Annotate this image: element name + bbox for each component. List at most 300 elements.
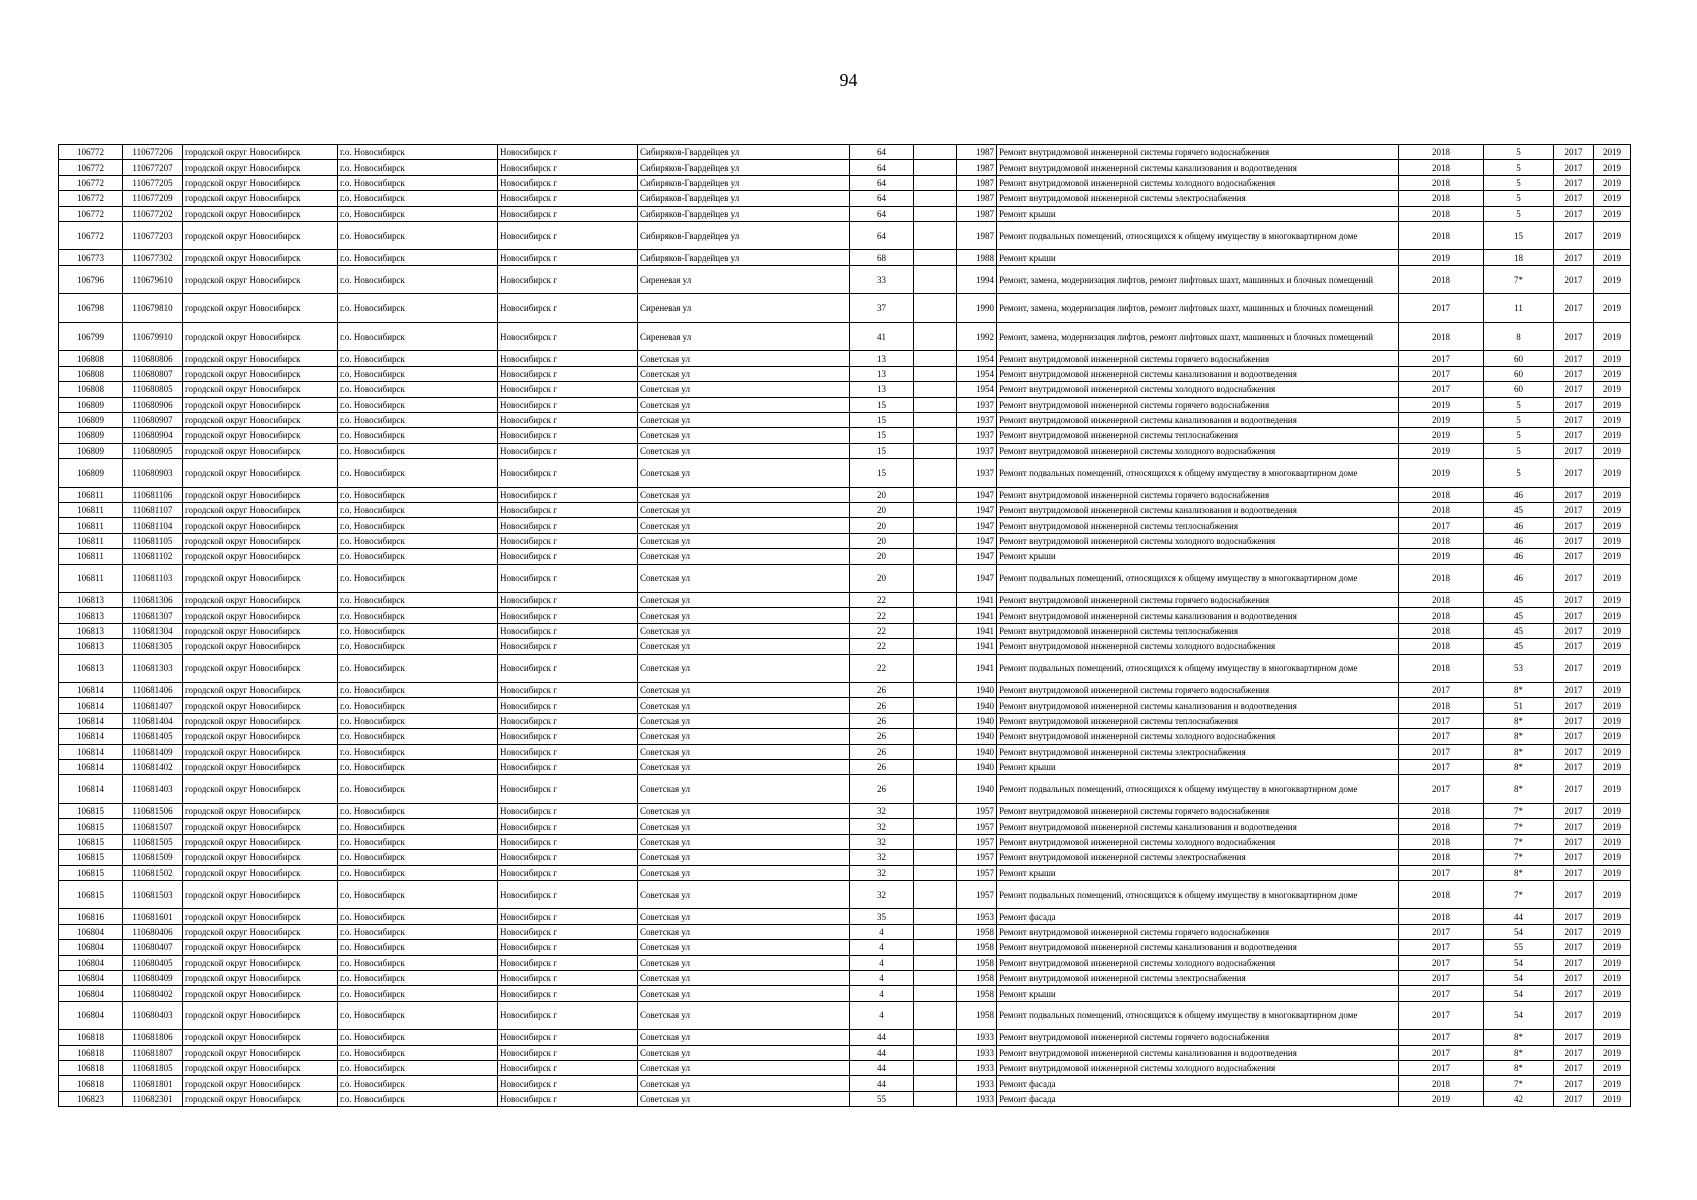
- city-cell: Новосибирск г: [498, 654, 638, 683]
- built-year-cell: 1937: [957, 443, 997, 458]
- amount-cell: 7*: [1484, 1076, 1554, 1091]
- city-cell: Новосибирск г: [498, 206, 638, 221]
- period-end-cell: 2019: [1594, 160, 1631, 175]
- table-row: [59, 986, 1631, 1001]
- building-cell: [914, 865, 957, 880]
- city-cell: Новосибирск г: [498, 382, 638, 397]
- period-start-cell: 2017: [1554, 428, 1594, 443]
- street-cell: Советская ул: [638, 608, 850, 623]
- district-cell: г.о. Новосибирск: [338, 955, 498, 970]
- planned-year-cell: 2017: [1399, 366, 1484, 381]
- work-type-cell: Ремонт внутридомовой инженерной системы холодного водоснабжения: [997, 443, 1399, 458]
- amount-cell: 7*: [1484, 850, 1554, 865]
- built-year-cell: 1987: [957, 175, 997, 190]
- house-number-cell: 44: [850, 1076, 914, 1091]
- period-end-cell: 2019: [1594, 549, 1631, 564]
- district-cell: г.о. Новосибирск: [338, 834, 498, 849]
- table-row: [59, 294, 1631, 323]
- house-number-cell: 26: [850, 775, 914, 804]
- district-cell: г.о. Новосибирск: [338, 1061, 498, 1076]
- period-end-cell: 2019: [1594, 654, 1631, 683]
- amount-cell: 5: [1484, 397, 1554, 412]
- work-type-cell: Ремонт фасада: [997, 1091, 1399, 1106]
- house-id-cell: 106814: [59, 713, 123, 728]
- building-cell: [914, 1030, 957, 1045]
- street-cell: Советская ул: [638, 803, 850, 818]
- house-number-cell: 13: [850, 366, 914, 381]
- house-number-cell: 44: [850, 1045, 914, 1060]
- building-cell: [914, 654, 957, 683]
- built-year-cell: 1987: [957, 160, 997, 175]
- district-cell: г.о. Новосибирск: [338, 593, 498, 608]
- built-year-cell: 1933: [957, 1076, 997, 1091]
- district-cell: г.о. Новосибирск: [338, 564, 498, 593]
- record-id-cell: 110680403: [123, 1001, 183, 1030]
- district-cell: г.о. Новосибирск: [338, 924, 498, 939]
- built-year-cell: 1957: [957, 865, 997, 880]
- record-id-cell: 110679610: [123, 265, 183, 294]
- house-number-cell: 13: [850, 351, 914, 366]
- street-cell: Сибиряков-Гвардейцев ул: [638, 175, 850, 190]
- registry-body: [59, 145, 1631, 1107]
- work-type-cell: Ремонт подвальных помещений, относящихся к общему имуществу в многоквартирном доме: [997, 221, 1399, 250]
- built-year-cell: 1947: [957, 549, 997, 564]
- municipality-cell: городской округ Новосибирск: [183, 366, 338, 381]
- city-cell: Новосибирск г: [498, 1030, 638, 1045]
- municipality-cell: городской округ Новосибирск: [183, 502, 338, 517]
- street-cell: Советская ул: [638, 834, 850, 849]
- city-cell: Новосибирск г: [498, 713, 638, 728]
- table-row: [59, 221, 1631, 250]
- table-row: [59, 322, 1631, 351]
- building-cell: [914, 775, 957, 804]
- period-end-cell: 2019: [1594, 834, 1631, 849]
- period-end-cell: 2019: [1594, 909, 1631, 924]
- table-row: [59, 713, 1631, 728]
- planned-year-cell: 2017: [1399, 518, 1484, 533]
- municipality-cell: городской округ Новосибирск: [183, 145, 338, 160]
- planned-year-cell: 2017: [1399, 865, 1484, 880]
- street-cell: Советская ул: [638, 698, 850, 713]
- work-type-cell: Ремонт подвальных помещений, относящихся к общему имуществу в многоквартирном доме: [997, 564, 1399, 593]
- built-year-cell: 1957: [957, 880, 997, 909]
- record-id-cell: 110677205: [123, 175, 183, 190]
- city-cell: Новосибирск г: [498, 775, 638, 804]
- house-number-cell: 37: [850, 294, 914, 323]
- building-cell: [914, 397, 957, 412]
- building-cell: [914, 924, 957, 939]
- house-number-cell: 44: [850, 1030, 914, 1045]
- period-start-cell: 2017: [1554, 698, 1594, 713]
- house-number-cell: 32: [850, 850, 914, 865]
- house-number-cell: 33: [850, 265, 914, 294]
- record-id-cell: 110680806: [123, 351, 183, 366]
- planned-year-cell: 2017: [1399, 382, 1484, 397]
- record-id-cell: 110677207: [123, 160, 183, 175]
- district-cell: г.о. Новосибирск: [338, 729, 498, 744]
- city-cell: Новосибирск г: [498, 623, 638, 638]
- work-type-cell: Ремонт крыши: [997, 760, 1399, 775]
- amount-cell: 5: [1484, 191, 1554, 206]
- city-cell: Новосибирск г: [498, 459, 638, 488]
- built-year-cell: 1958: [957, 986, 997, 1001]
- street-cell: Сибиряков-Гвардейцев ул: [638, 206, 850, 221]
- record-id-cell: 110680906: [123, 397, 183, 412]
- planned-year-cell: 2017: [1399, 1030, 1484, 1045]
- district-cell: г.о. Новосибирск: [338, 191, 498, 206]
- municipality-cell: городской округ Новосибирск: [183, 322, 338, 351]
- period-end-cell: 2019: [1594, 294, 1631, 323]
- building-cell: [914, 698, 957, 713]
- built-year-cell: 1953: [957, 909, 997, 924]
- house-number-cell: 20: [850, 518, 914, 533]
- district-cell: г.о. Новосибирск: [338, 533, 498, 548]
- amount-cell: 45: [1484, 593, 1554, 608]
- street-cell: Советская ул: [638, 713, 850, 728]
- record-id-cell: 110681106: [123, 487, 183, 502]
- period-start-cell: 2017: [1554, 250, 1594, 265]
- building-cell: [914, 683, 957, 698]
- work-type-cell: Ремонт подвальных помещений, относящихся к общему имуществу в многоквартирном доме: [997, 654, 1399, 683]
- work-type-cell: Ремонт внутридомовой инженерной системы горячего водоснабжения: [997, 145, 1399, 160]
- amount-cell: 60: [1484, 351, 1554, 366]
- built-year-cell: 1937: [957, 397, 997, 412]
- record-id-cell: 110680903: [123, 459, 183, 488]
- work-type-cell: Ремонт внутридомовой инженерной системы электроснабжения: [997, 191, 1399, 206]
- planned-year-cell: 2018: [1399, 803, 1484, 818]
- period-start-cell: 2017: [1554, 970, 1594, 985]
- building-cell: [914, 940, 957, 955]
- period-end-cell: 2019: [1594, 819, 1631, 834]
- city-cell: Новосибирск г: [498, 533, 638, 548]
- planned-year-cell: 2017: [1399, 970, 1484, 985]
- period-start-cell: 2017: [1554, 819, 1594, 834]
- record-id-cell: 110680905: [123, 443, 183, 458]
- table-row: [59, 623, 1631, 638]
- period-start-cell: 2017: [1554, 880, 1594, 909]
- street-cell: Советская ул: [638, 909, 850, 924]
- municipality-cell: городской округ Новосибирск: [183, 564, 338, 593]
- municipality-cell: городской округ Новосибирск: [183, 760, 338, 775]
- municipality-cell: городской округ Новосибирск: [183, 729, 338, 744]
- work-type-cell: Ремонт внутридомовой инженерной системы горячего водоснабжения: [997, 1030, 1399, 1045]
- city-cell: Новосибирск г: [498, 683, 638, 698]
- period-start-cell: 2017: [1554, 518, 1594, 533]
- municipality-cell: городской округ Новосибирск: [183, 1091, 338, 1106]
- city-cell: Новосибирск г: [498, 518, 638, 533]
- house-number-cell: 4: [850, 924, 914, 939]
- amount-cell: 7*: [1484, 819, 1554, 834]
- street-cell: Советская ул: [638, 366, 850, 381]
- street-cell: Советская ул: [638, 639, 850, 654]
- table-row: [59, 698, 1631, 713]
- period-end-cell: 2019: [1594, 623, 1631, 638]
- record-id-cell: 110681805: [123, 1061, 183, 1076]
- table-row: [59, 502, 1631, 517]
- house-id-cell: 106814: [59, 729, 123, 744]
- house-number-cell: 15: [850, 397, 914, 412]
- house-id-cell: 106818: [59, 1045, 123, 1060]
- amount-cell: 51: [1484, 698, 1554, 713]
- period-start-cell: 2017: [1554, 1076, 1594, 1091]
- built-year-cell: 1940: [957, 729, 997, 744]
- record-id-cell: 110680407: [123, 940, 183, 955]
- building-cell: [914, 250, 957, 265]
- period-start-cell: 2017: [1554, 412, 1594, 427]
- period-end-cell: 2019: [1594, 955, 1631, 970]
- building-cell: [914, 850, 957, 865]
- house-id-cell: 106813: [59, 608, 123, 623]
- building-cell: [914, 459, 957, 488]
- work-type-cell: Ремонт внутридомовой инженерной системы теплоснабжения: [997, 428, 1399, 443]
- city-cell: Новосибирск г: [498, 1001, 638, 1030]
- city-cell: Новосибирск г: [498, 428, 638, 443]
- record-id-cell: 110679810: [123, 294, 183, 323]
- record-id-cell: 110681409: [123, 744, 183, 759]
- table-row: [59, 834, 1631, 849]
- table-row: [59, 428, 1631, 443]
- table-row: [59, 639, 1631, 654]
- table-row: [59, 1061, 1631, 1076]
- table-row: [59, 443, 1631, 458]
- work-type-cell: Ремонт внутридомовой инженерной системы теплоснабжения: [997, 623, 1399, 638]
- table-row: [59, 366, 1631, 381]
- work-type-cell: Ремонт подвальных помещений, относящихся к общему имуществу в многоквартирном доме: [997, 459, 1399, 488]
- street-cell: Сиреневая ул: [638, 265, 850, 294]
- table-row: [59, 803, 1631, 818]
- street-cell: Советская ул: [638, 564, 850, 593]
- table-row: [59, 970, 1631, 985]
- work-type-cell: Ремонт внутридомовой инженерной системы канализования и водоотведения: [997, 819, 1399, 834]
- city-cell: Новосибирск г: [498, 1091, 638, 1106]
- city-cell: Новосибирск г: [498, 145, 638, 160]
- municipality-cell: городской округ Новосибирск: [183, 175, 338, 190]
- period-end-cell: 2019: [1594, 865, 1631, 880]
- period-end-cell: 2019: [1594, 564, 1631, 593]
- municipality-cell: городской округ Новосибирск: [183, 160, 338, 175]
- table-row: [59, 206, 1631, 221]
- work-type-cell: Ремонт внутридомовой инженерной системы канализования и водоотведения: [997, 608, 1399, 623]
- house-id-cell: 106772: [59, 160, 123, 175]
- planned-year-cell: 2017: [1399, 775, 1484, 804]
- table-row: [59, 160, 1631, 175]
- city-cell: Новосибирск г: [498, 865, 638, 880]
- municipality-cell: городской округ Новосибирск: [183, 654, 338, 683]
- municipality-cell: городской округ Новосибирск: [183, 713, 338, 728]
- street-cell: Советская ул: [638, 1045, 850, 1060]
- amount-cell: 46: [1484, 533, 1554, 548]
- house-id-cell: 106772: [59, 145, 123, 160]
- house-id-cell: 106804: [59, 986, 123, 1001]
- period-end-cell: 2019: [1594, 533, 1631, 548]
- district-cell: г.о. Новосибирск: [338, 683, 498, 698]
- planned-year-cell: 2018: [1399, 834, 1484, 849]
- planned-year-cell: 2018: [1399, 502, 1484, 517]
- table-row: [59, 533, 1631, 548]
- planned-year-cell: 2018: [1399, 850, 1484, 865]
- amount-cell: 46: [1484, 564, 1554, 593]
- street-cell: Советская ул: [638, 744, 850, 759]
- built-year-cell: 1957: [957, 834, 997, 849]
- built-year-cell: 1954: [957, 366, 997, 381]
- house-id-cell: 106814: [59, 775, 123, 804]
- amount-cell: 7*: [1484, 834, 1554, 849]
- planned-year-cell: 2018: [1399, 608, 1484, 623]
- period-start-cell: 2017: [1554, 549, 1594, 564]
- table-row: [59, 608, 1631, 623]
- work-type-cell: Ремонт внутридомовой инженерной системы холодного водоснабжения: [997, 1061, 1399, 1076]
- district-cell: г.о. Новосибирск: [338, 639, 498, 654]
- period-start-cell: 2017: [1554, 683, 1594, 698]
- table-row: [59, 955, 1631, 970]
- built-year-cell: 1933: [957, 1045, 997, 1060]
- period-start-cell: 2017: [1554, 160, 1594, 175]
- building-cell: [914, 428, 957, 443]
- building-cell: [914, 970, 957, 985]
- house-id-cell: 106814: [59, 698, 123, 713]
- built-year-cell: 1958: [957, 924, 997, 939]
- city-cell: Новосибирск г: [498, 909, 638, 924]
- house-number-cell: 32: [850, 819, 914, 834]
- planned-year-cell: 2018: [1399, 1076, 1484, 1091]
- building-cell: [914, 294, 957, 323]
- period-end-cell: 2019: [1594, 760, 1631, 775]
- amount-cell: 8*: [1484, 1045, 1554, 1060]
- district-cell: г.о. Новосибирск: [338, 713, 498, 728]
- record-id-cell: 110680907: [123, 412, 183, 427]
- work-type-cell: Ремонт крыши: [997, 250, 1399, 265]
- building-cell: [914, 145, 957, 160]
- period-start-cell: 2017: [1554, 1091, 1594, 1106]
- period-start-cell: 2017: [1554, 654, 1594, 683]
- table-row: [59, 1076, 1631, 1091]
- period-start-cell: 2017: [1554, 834, 1594, 849]
- building-cell: [914, 713, 957, 728]
- planned-year-cell: 2017: [1399, 713, 1484, 728]
- house-number-cell: 26: [850, 713, 914, 728]
- district-cell: г.о. Новосибирск: [338, 775, 498, 804]
- table-row: [59, 760, 1631, 775]
- period-start-cell: 2017: [1554, 1061, 1594, 1076]
- building-cell: [914, 191, 957, 206]
- building-cell: [914, 1091, 957, 1106]
- work-type-cell: Ремонт внутридомовой инженерной системы горячего водоснабжения: [997, 397, 1399, 412]
- house-id-cell: 106811: [59, 487, 123, 502]
- house-number-cell: 20: [850, 549, 914, 564]
- period-start-cell: 2017: [1554, 1045, 1594, 1060]
- district-cell: г.о. Новосибирск: [338, 608, 498, 623]
- city-cell: Новосибирск г: [498, 940, 638, 955]
- built-year-cell: 1987: [957, 191, 997, 206]
- planned-year-cell: 2018: [1399, 322, 1484, 351]
- repair-registry-table: [58, 144, 1631, 1107]
- street-cell: Советская ул: [638, 775, 850, 804]
- municipality-cell: городской округ Новосибирск: [183, 850, 338, 865]
- period-end-cell: 2019: [1594, 1045, 1631, 1060]
- building-cell: [914, 819, 957, 834]
- municipality-cell: городской округ Новосибирск: [183, 880, 338, 909]
- amount-cell: 5: [1484, 428, 1554, 443]
- period-start-cell: 2017: [1554, 744, 1594, 759]
- work-type-cell: Ремонт фасада: [997, 909, 1399, 924]
- district-cell: г.о. Новосибирск: [338, 803, 498, 818]
- amount-cell: 45: [1484, 502, 1554, 517]
- work-type-cell: Ремонт внутридомовой инженерной системы холодного водоснабжения: [997, 382, 1399, 397]
- district-cell: г.о. Новосибирск: [338, 351, 498, 366]
- municipality-cell: городской округ Новосибирск: [183, 986, 338, 1001]
- period-start-cell: 2017: [1554, 955, 1594, 970]
- period-start-cell: 2017: [1554, 351, 1594, 366]
- house-number-cell: 4: [850, 970, 914, 985]
- work-type-cell: Ремонт внутридомовой инженерной системы канализования и водоотведения: [997, 366, 1399, 381]
- planned-year-cell: 2017: [1399, 729, 1484, 744]
- record-id-cell: 110681503: [123, 880, 183, 909]
- period-start-cell: 2017: [1554, 760, 1594, 775]
- period-start-cell: 2017: [1554, 639, 1594, 654]
- amount-cell: 8*: [1484, 775, 1554, 804]
- work-type-cell: Ремонт внутридомовой инженерной системы горячего водоснабжения: [997, 487, 1399, 502]
- city-cell: Новосибирск г: [498, 698, 638, 713]
- city-cell: Новосибирск г: [498, 760, 638, 775]
- record-id-cell: 110680402: [123, 986, 183, 1001]
- district-cell: г.о. Новосибирск: [338, 502, 498, 517]
- work-type-cell: Ремонт крыши: [997, 549, 1399, 564]
- amount-cell: 7*: [1484, 880, 1554, 909]
- house-id-cell: 106811: [59, 533, 123, 548]
- amount-cell: 55: [1484, 940, 1554, 955]
- district-cell: г.о. Новосибирск: [338, 487, 498, 502]
- table-row: [59, 145, 1631, 160]
- amount-cell: 8*: [1484, 729, 1554, 744]
- period-end-cell: 2019: [1594, 639, 1631, 654]
- period-start-cell: 2017: [1554, 608, 1594, 623]
- street-cell: Советская ул: [638, 502, 850, 517]
- table-row: [59, 191, 1631, 206]
- municipality-cell: городской округ Новосибирск: [183, 775, 338, 804]
- street-cell: Советская ул: [638, 1091, 850, 1106]
- building-cell: [914, 986, 957, 1001]
- district-cell: г.о. Новосибирск: [338, 940, 498, 955]
- work-type-cell: Ремонт фасада: [997, 1076, 1399, 1091]
- house-number-cell: 32: [850, 880, 914, 909]
- city-cell: Новосибирск г: [498, 955, 638, 970]
- work-type-cell: Ремонт внутридомовой инженерной системы теплоснабжения: [997, 713, 1399, 728]
- city-cell: Новосибирск г: [498, 502, 638, 517]
- house-number-cell: 22: [850, 623, 914, 638]
- municipality-cell: городской округ Новосибирск: [183, 834, 338, 849]
- municipality-cell: городской округ Новосибирск: [183, 1001, 338, 1030]
- work-type-cell: Ремонт внутридомовой инженерной системы теплоснабжения: [997, 518, 1399, 533]
- district-cell: г.о. Новосибирск: [338, 986, 498, 1001]
- building-cell: [914, 487, 957, 502]
- amount-cell: 44: [1484, 909, 1554, 924]
- municipality-cell: городской округ Новосибирск: [183, 191, 338, 206]
- municipality-cell: городской округ Новосибирск: [183, 533, 338, 548]
- municipality-cell: городской округ Новосибирск: [183, 382, 338, 397]
- record-id-cell: 110677209: [123, 191, 183, 206]
- amount-cell: 54: [1484, 924, 1554, 939]
- record-id-cell: 110681506: [123, 803, 183, 818]
- house-id-cell: 106815: [59, 834, 123, 849]
- house-number-cell: 26: [850, 760, 914, 775]
- record-id-cell: 110680904: [123, 428, 183, 443]
- house-number-cell: 22: [850, 654, 914, 683]
- city-cell: Новосибирск г: [498, 351, 638, 366]
- planned-year-cell: 2018: [1399, 623, 1484, 638]
- municipality-cell: городской округ Новосибирск: [183, 294, 338, 323]
- built-year-cell: 1940: [957, 698, 997, 713]
- amount-cell: 7*: [1484, 803, 1554, 818]
